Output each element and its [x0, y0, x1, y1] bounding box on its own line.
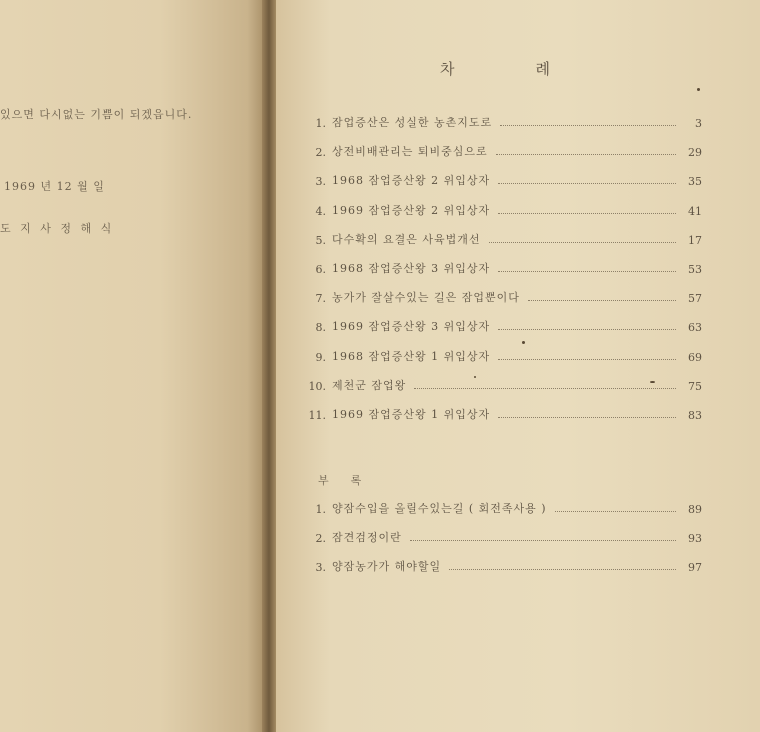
appendix-entry-page: 97	[688, 561, 702, 574]
toc-entry-title: 농가가 잘살수있는 길은 잠업뿐이다	[332, 291, 520, 305]
toc-entry-leader-dots	[498, 417, 676, 418]
toc-row	[300, 348, 702, 364]
toc-entry-num: 9.	[315, 350, 326, 364]
book-gutter	[262, 0, 276, 732]
toc-title	[440, 58, 550, 79]
toc-entry-page: 83	[688, 409, 702, 422]
preface-last-line: 있으면 다시없는 기쁨이 되겠읍니다.	[0, 108, 193, 121]
toc-entry-num: 6.	[315, 263, 326, 276]
toc-entry-leader-dots	[498, 213, 676, 214]
appendix-entry-num: 2.	[315, 532, 326, 545]
toc-entry-title: 1968 잠업증산왕 1 위입상자	[332, 349, 491, 363]
toc-entry-page: 41	[688, 204, 702, 218]
toc-row	[300, 114, 702, 130]
toc-entry-page: 75	[688, 379, 702, 393]
appendix-entry-num: 1.	[315, 503, 326, 516]
toc-entry-title: 1969 잠업증산왕 2 위입상자	[332, 203, 491, 217]
toc-entry-title: 1968 잠업증산왕 2 위입상자	[332, 174, 491, 188]
toc-row	[300, 318, 702, 334]
appendix-row	[300, 558, 702, 574]
toc-entry-leader-dots	[498, 359, 676, 360]
toc-entry-leader-dots	[496, 154, 676, 155]
toc-row	[300, 377, 702, 393]
toc-entry-num: 11.	[308, 409, 326, 422]
toc-entry-num: 5.	[315, 233, 326, 247]
toc-entry-page: 35	[688, 175, 702, 189]
appendix-entry-num: 3.	[315, 561, 326, 574]
toc-entry-leader-dots	[528, 300, 676, 301]
toc-entry-page: 3	[695, 117, 702, 130]
toc-entry-num: 2.	[315, 146, 326, 160]
toc-entry-num: 1.	[315, 117, 326, 130]
toc-entry-page: 69	[688, 350, 702, 364]
toc-entry-leader-dots	[498, 271, 676, 272]
appendix-heading-char-2: 록	[350, 474, 362, 487]
preface-signature: 도 지 사 정 해 식	[0, 222, 115, 235]
toc-entry-title: 1969 잠업증산왕 1 위입상자	[332, 408, 491, 421]
appendix-entry-title: 양잠수입을 올릴수있는길 ( 회전족사용 )	[332, 502, 547, 515]
toc-entry-num: 7.	[315, 292, 326, 306]
appendix-entry-title: 잠견검정이란	[332, 531, 402, 544]
appendix-entry-title: 양잠농가가 해야할일	[332, 560, 442, 573]
appendix-entry-leader-dots	[555, 511, 676, 512]
toc-entry-page: 57	[688, 292, 702, 306]
toc-entry-page: 53	[688, 263, 702, 276]
toc-entry-num: 4.	[315, 204, 326, 218]
toc-entry-leader-dots	[414, 388, 676, 389]
toc-entry-title: 잠업증산은 성실한 농촌지도로	[332, 116, 493, 129]
appendix-heading-char-1: 부	[318, 474, 329, 487]
toc-row	[300, 172, 702, 188]
paper-speck	[522, 341, 525, 344]
toc-row	[300, 202, 702, 218]
toc-entry-leader-dots	[498, 183, 676, 184]
appendix-row	[300, 500, 702, 516]
toc-entry-title: 상전비배관리는 퇴비중심으로	[332, 145, 488, 159]
appendix-entry-page: 93	[688, 532, 702, 545]
toc-row	[300, 406, 702, 422]
toc-entry-title: 1969 잠업증산왕 3 위입상자	[332, 320, 491, 334]
toc-row	[300, 143, 702, 159]
toc-row	[300, 231, 702, 247]
toc-entry-leader-dots	[500, 125, 676, 126]
toc-title-char-1: 차	[440, 60, 455, 78]
toc-entry-num: 3.	[315, 175, 326, 189]
toc-entry-page: 17	[688, 233, 702, 247]
toc-title-char-2: 례	[535, 60, 550, 78]
paper-speck	[650, 381, 655, 383]
toc-entry-page: 29	[688, 146, 702, 160]
paper-speck	[474, 376, 476, 378]
toc-entry-page: 63	[688, 321, 702, 335]
toc-entry-leader-dots	[489, 242, 676, 243]
preface-date: 1969 년 12 월 일	[4, 180, 105, 193]
right-page	[272, 0, 760, 732]
toc-entry-leader-dots	[498, 329, 676, 330]
appendix-row	[300, 529, 702, 545]
toc-row	[300, 289, 702, 305]
toc-entry-num: 10.	[308, 379, 326, 393]
appendix-entry-leader-dots	[410, 540, 676, 541]
toc-entry-num: 8.	[315, 321, 326, 335]
toc-entry-title: 다수확의 요결은 사육법개선	[332, 232, 481, 246]
appendix-heading	[318, 472, 361, 488]
paper-speck	[697, 88, 700, 91]
toc-entry-title: 제천군 잠업왕	[332, 378, 407, 392]
toc-entry-title: 1968 잠업증산왕 3 위입상자	[332, 262, 491, 275]
appendix-entry-leader-dots	[449, 569, 676, 570]
appendix-entry-page: 89	[688, 503, 702, 516]
toc-row	[300, 260, 702, 276]
